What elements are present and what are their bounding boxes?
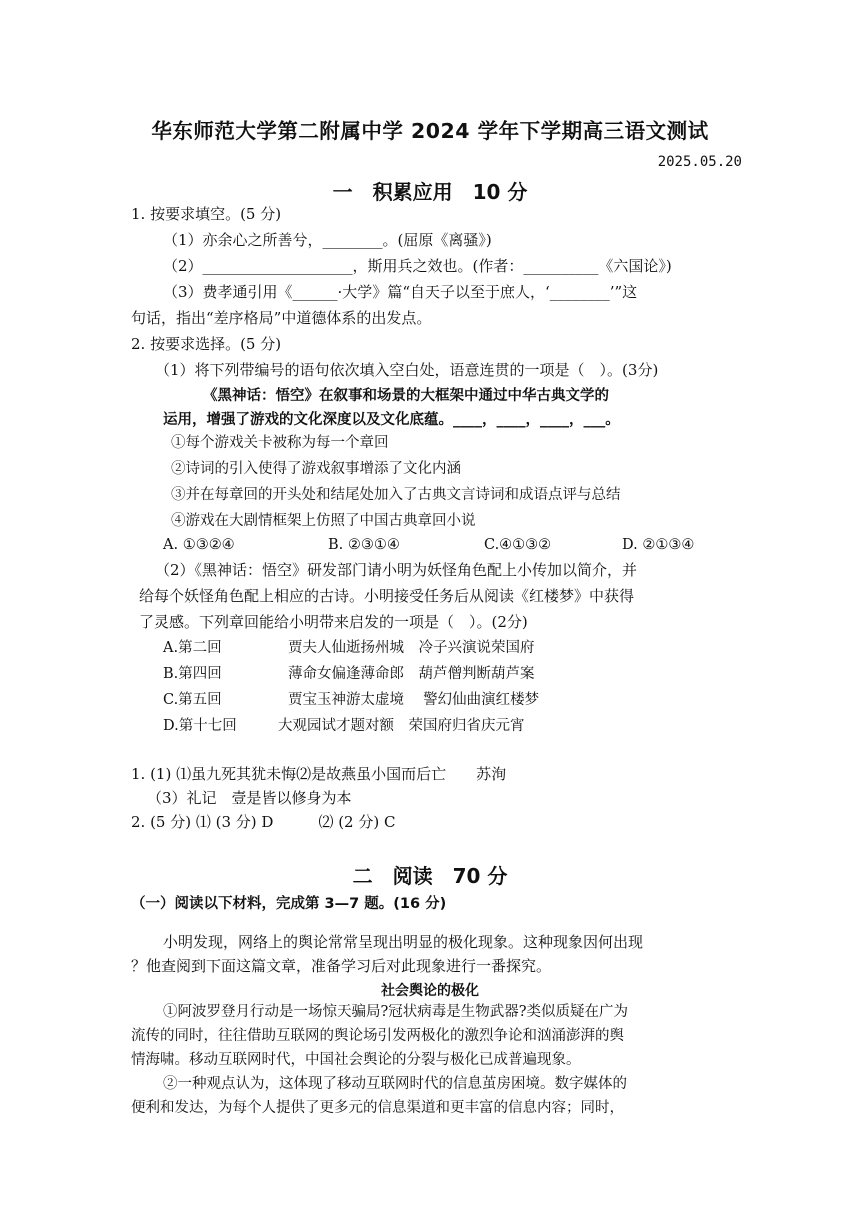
test-date: 2025.05.20 [657, 154, 742, 170]
question-1-3-cont: 句话，指出“差序格局”中道德体系的出发点。 [131, 309, 432, 327]
section-1-title: 一 积累应用 10 分 [332, 180, 528, 204]
question-2-2b: 给每个妖怪角色配上相应的古诗。小明接受任务后从阅读《红楼梦》中获得 [139, 587, 635, 605]
section-2-title: 二 阅读 70 分 [352, 864, 508, 888]
option-a-label: A.第二回 [163, 640, 222, 656]
choice-b: B. ②③①④ [328, 537, 400, 553]
paragraph-1-line-2: 流传的同时，往往借助互联网的舆论场引发两极化的激烈争论和汹涌澎湃的舆 [131, 1028, 624, 1044]
answer-1b: （3）礼记 壹是皆以修身为本 [147, 789, 352, 807]
option-d-text: 大观园试才题对额 荣国府归省庆元宵 [278, 718, 525, 734]
question-1-2: （2）____________________，斯用兵之效也。(作者：__________《六国论》) [163, 257, 672, 275]
answer-2: 2. (5 分) ⑴ (3 分) D ⑵ (2 分) C [131, 813, 396, 831]
sentence-item-3: ③并在每章回的开头处和结尾处加入了古典文言诗词和成语点评与总结 [171, 487, 621, 503]
choice-d: D. ②①③④ [622, 537, 695, 553]
option-b-text: 薄命女偏逢薄命郎 葫芦僧判断葫芦案 [288, 666, 535, 682]
option-c-label: C.第五回 [163, 692, 222, 708]
choice-c: C.④①③② [484, 537, 552, 553]
page-title: 华东师范大学第二附属中学 2024 学年下学期高三语文测试 [151, 119, 709, 143]
option-d-label: D.第十七回 [163, 718, 237, 734]
answer-1: 1. (1) ⑴虽九死其犹未悔⑵是故燕虽小国而后亡 苏洵 [131, 765, 507, 783]
question-2-1: （1）将下列带编号的语句依次填入空白处，语意连贯的一项是（ ）。(3分) [155, 361, 659, 379]
sentence-item-4: ④游戏在大剧情框架上仿照了中国古典章回小说 [171, 513, 476, 529]
paragraph-2-line-2: 便利和发达，为每个人提供了更多元的信息渠道和更丰富的信息内容；同时， [131, 1100, 624, 1116]
question-1-1: （1）亦余心之所善兮，________。(屈原《离骚》) [163, 231, 492, 249]
choice-a: A. ①③②④ [163, 537, 235, 553]
question-2-2c: 了灵感。下列章回能给小明带来启发的一项是（ ）。(2分) [139, 613, 528, 631]
option-a-text: 贾夫人仙逝扬州城 冷子兴演说荣国府 [288, 640, 535, 656]
paragraph-1-line-1: ①阿波罗登月行动是一场惊天骗局?冠状病毒是生物武器?类似质疑在广为 [163, 1004, 629, 1020]
paragraph-1-line-3: 情海啸。移动互联网时代，中国社会舆论的分裂与极化已成普遍现象。 [131, 1052, 581, 1068]
intro-line-1: 小明发现，网络上的舆论常常呈现出明显的极化现象。这种现象因何出现 [163, 933, 644, 951]
article-title: 社会舆论的极化 [381, 983, 479, 999]
question-2-2a: （2）《黑神话：悟空》研发部门请小明为妖怪角色配上小传加以简介，并 [155, 561, 638, 579]
question-2: 2. 按要求选择。(5 分) [131, 335, 282, 353]
question-1: 1. 按要求填空。(5 分) [131, 205, 282, 223]
subsection-1-title: （一）阅读以下材料，完成第 3—7 题。(16 分) [131, 896, 447, 912]
option-c-text: 贾宝玉神游太虚境 警幻仙曲演红楼梦 [288, 692, 540, 708]
paragraph-2-line-1: ②一种观点认为，这体现了移动互联网时代的信息茧房困境。数字媒体的 [163, 1076, 627, 1092]
question-2-stem-a: 《黑神话：悟空》在叙事和场景的大框架中通过中华古典文学的 [203, 387, 609, 404]
sentence-item-1: ①每个游戏关卡被称为每一个章回 [171, 435, 389, 451]
option-b-label: B.第四回 [163, 666, 222, 682]
question-2-stem-b: 运用，增强了游戏的文化深度以及文化底蕴。____，____，____，___。 [163, 411, 620, 428]
sentence-item-2: ②诗词的引入使得了游戏叙事增添了文化内涵 [171, 461, 461, 477]
intro-line-2: ？他查阅到下面这篇文章，准备学习后对此现象进行一番探究。 [131, 957, 552, 975]
question-1-3: （3）费孝通引用《______·大学》篇“自天子以至于庶人，‘________’”这 [163, 283, 638, 301]
